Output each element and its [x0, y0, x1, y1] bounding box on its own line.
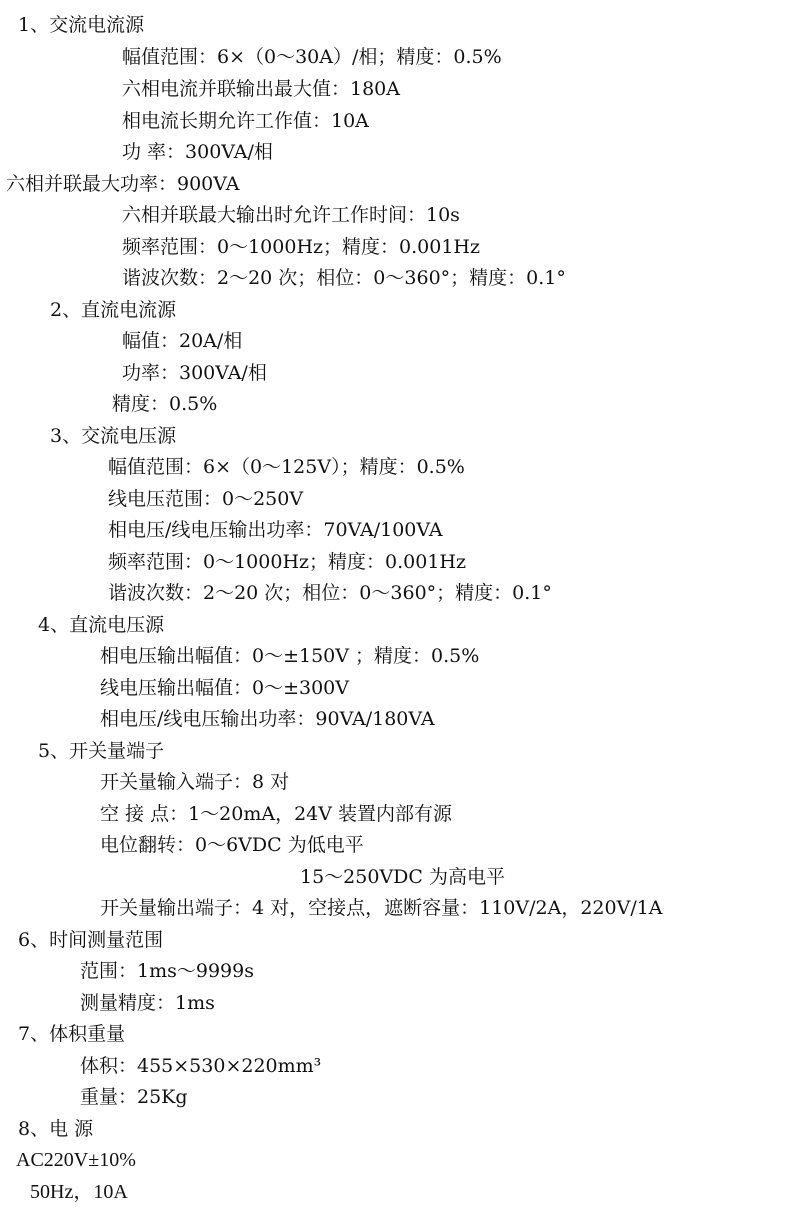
section-8-title: 8、电 源: [18, 1118, 94, 1140]
section-3-title: 3、交流电压源: [50, 425, 177, 447]
section-6-title: 6、时间测量范围: [18, 929, 164, 951]
section-1-title: 1、交流电流源: [18, 14, 145, 36]
spec-line: AC220V±10%: [16, 1149, 136, 1171]
spec-line: 六相并联最大输出时允许工作时间：10s: [122, 204, 460, 226]
spec-line: 测量精度：1ms: [80, 992, 215, 1014]
section-4-title: 4、直流电压源: [38, 614, 165, 636]
spec-line: 相电压/线电压输出功率：70VA/100VA: [108, 519, 443, 541]
section-7-title: 7、体积重量: [18, 1023, 126, 1045]
spec-line: 体积：455×530×220mm³: [80, 1055, 322, 1077]
spec-line: 频率范围：0～1000Hz；精度：0.001Hz: [108, 551, 466, 573]
spec-line: 频率范围：0～1000Hz；精度：0.001Hz: [122, 236, 480, 258]
spec-line: 幅值范围：6×（0～30A）/相；精度：0.5%: [122, 46, 502, 68]
spec-line: 谐波次数：2～20 次；相位：0～360°；精度：0.1°: [108, 582, 552, 604]
section-5-title: 5、开关量端子: [38, 740, 165, 762]
spec-line: 开关量输出端子：4 对，空接点，遮断容量：110V/2A，220V/1A: [100, 897, 663, 919]
spec-line: 相电流长期允许工作值：10A: [122, 110, 369, 132]
spec-line: 功率：300VA/相: [122, 362, 267, 384]
spec-line: 幅值：20A/相: [122, 330, 243, 352]
spec-line: 谐波次数：2～20 次；相位：0～360°；精度：0.1°: [122, 267, 566, 289]
section-2-title: 2、直流电流源: [50, 299, 177, 321]
spec-line: 重量：25Kg: [80, 1086, 188, 1108]
spec-line: 幅值范围：6×（0～125V）；精度：0.5%: [108, 456, 465, 478]
spec-line: 50Hz，10A: [30, 1181, 128, 1203]
spec-line: 线电压输出幅值：0～±300V: [100, 677, 349, 699]
spec-line: 相电压/线电压输出功率：90VA/180VA: [100, 708, 435, 730]
spec-line: 范围：1ms～9999s: [80, 960, 254, 982]
spec-line: 相电压输出幅值：0～±150V ；精度：0.5%: [100, 645, 480, 667]
spec-line: 电位翻转：0～6VDC 为低电平: [100, 834, 364, 856]
spec-line: 开关量输入端子：8 对: [100, 771, 290, 793]
spec-line: 线电压范围：0～250V: [108, 488, 304, 510]
spec-line: 六相并联最大功率：900VA: [6, 173, 240, 195]
spec-line: 空 接 点：1～20mA，24V 装置内部有源: [100, 803, 453, 825]
spec-line: 15～250VDC 为高电平: [300, 866, 505, 888]
spec-line: 精度：0.5%: [112, 393, 218, 415]
spec-line: 六相电流并联输出最大值：180A: [122, 78, 400, 100]
spec-line: 功 率：300VA/相: [122, 141, 273, 163]
